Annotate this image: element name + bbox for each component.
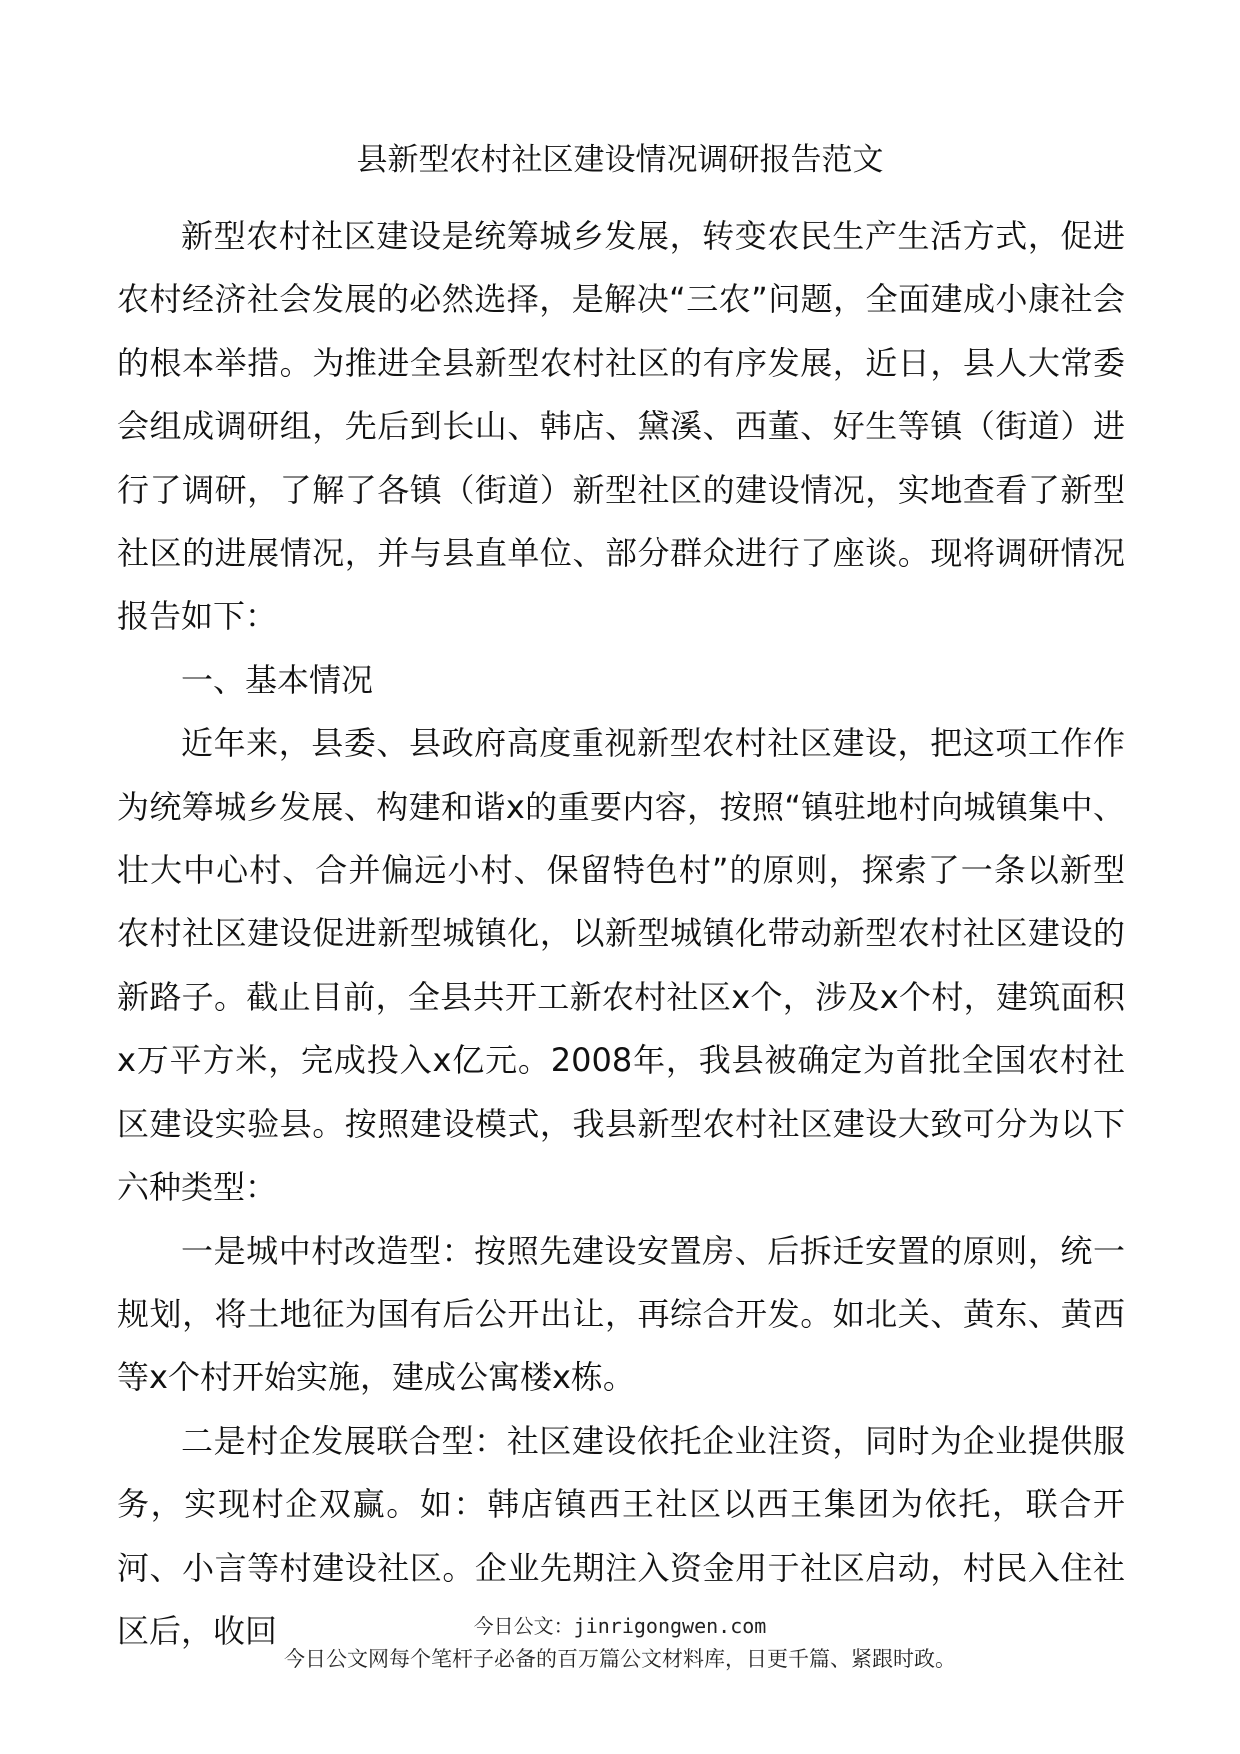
paragraph-intro: 新型农村社区建设是统筹城乡发展，转变农民生产生活方式，促进农村经济社会发展的必然选择，是解决“三农”问题，全面建成小康社会的根本举措。为推进全县新型农村社区的有序发展，近日，县人大常委会组成调研组，先后到长山、韩店、黛溪、西董、好生等镇（街道）进行了调研，了解了各镇（街道）新型社区的建设情况，实地查看了新型社区的进展情况，并与县直单位、部分群众进行了座谈。现将调研情况报告如下： (117, 217, 1125, 636)
document-body (117, 205, 1125, 1663)
paragraph-type-two: 二是村企发展联合型：社区建设依托企业注资，同时为企业提供服务，实现村企双赢。如：韩店镇西王社区以西王集团为依托，联合开河、小言等村建设社区。企业先期注入资金用于社区启动，村民入住社区后，收回 (117, 1421, 1125, 1650)
section-heading-basic: 一、基本情况 (181, 660, 374, 699)
document-title: 县新型农村社区建设情况调研报告范文 (356, 142, 884, 178)
footer-slogan: 今日公文网每个笔杆子必备的百万篇公文材料库，日更千篇、紧跟时政。 (284, 1647, 956, 1671)
paragraph-overview: 近年来，县委、县政府高度重视新型农村社区建设，把这项工作作为统筹城乡发展、构建和谐x的重要内容，按照“镇驻地村向城镇集中、壮大中心村、合并偏远小村、保留特色村”的原则，探索了一条以新型农村社区建设促进新型城镇化，以新型城镇化带动新型农村社区建设的新路子。截止目前，全县共开工新农村社区x个，涉及x个村，建筑面积x万平方米，完成投入x亿元。2008年，我县被确定为首批全国农村社区建设实验县。按照建设模式，我县新型农村社区建设大致可分为以下六种类型： (117, 724, 1125, 1207)
paragraph-type-one: 一是城中村改造型：按照先建设安置房、后拆迁安置的原则，统一规划，将土地征为国有后公开出让，再综合开发。如北关、黄东、黄西等x个村开始实施，建成公寓楼x栋。 (117, 1231, 1125, 1397)
footer-site-link[interactable]: 今日公文：jinrigongwen.com (473, 1614, 767, 1638)
